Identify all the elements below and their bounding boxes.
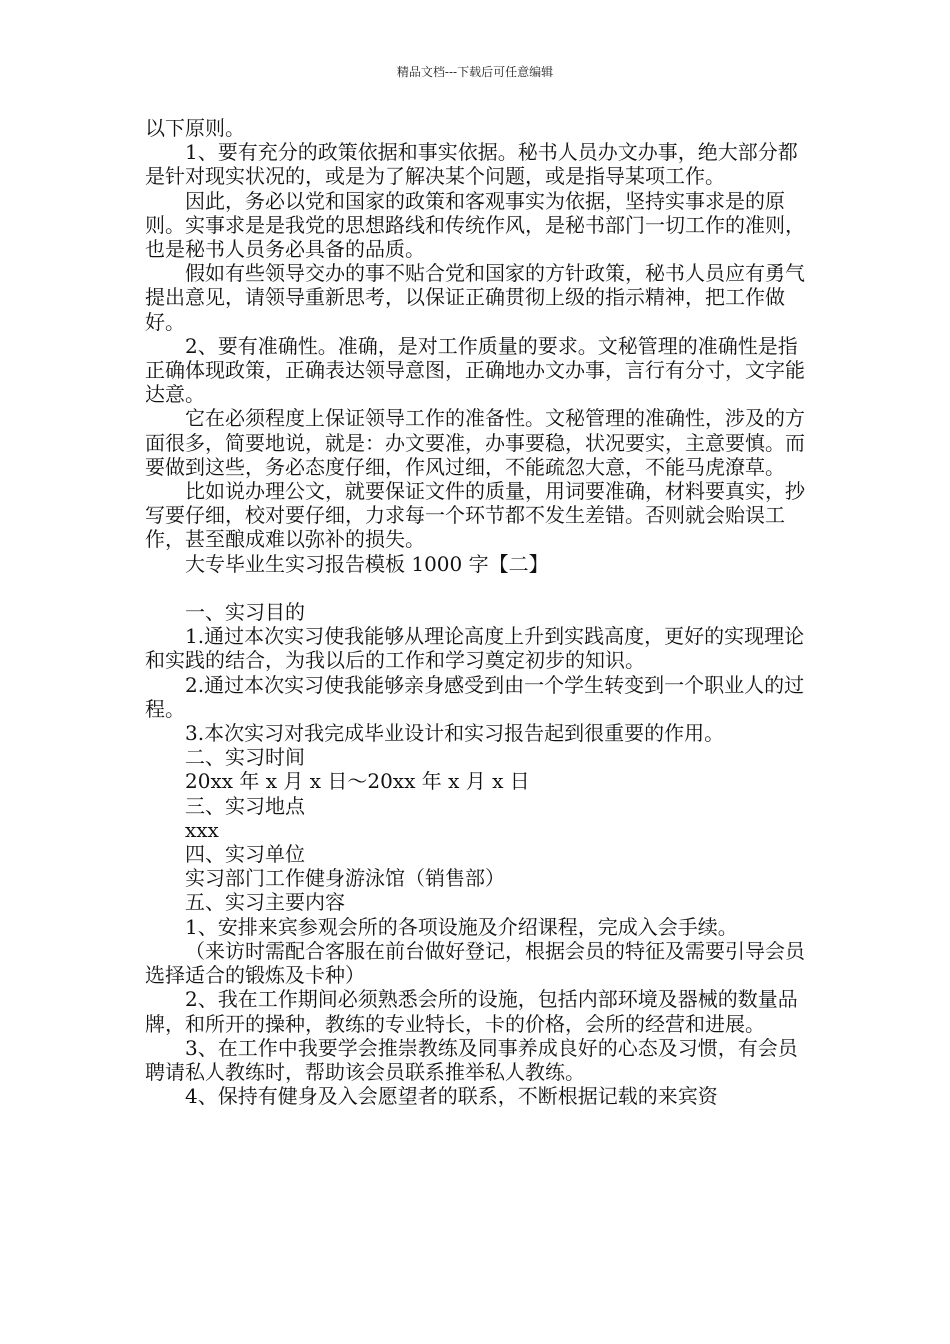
paragraph: 假如有些领导交办的事不贴合党和国家的方针政策，秘书人员应有勇气提出意见，请领导重新思考，以保证正确贯彻上级的指示精神，把工作做好。 [145,261,805,334]
page-header: 精品文档---下载后可任意编辑 [396,65,554,79]
paragraph: 2.通过本次实习使我能够亲身感受到由一个学生转变到一个职业人的过程。 [145,672,805,721]
paragraph: 它在必须程度上保证领导工作的准备性。文秘管理的准确性，涉及的方面很多，简要地说，就是：办文要准，办事要稳，状况要实，主意要慎。而要做到这些，务必态度仔细，作风过细，不能疏忽大意，不能马虎潦草。 [145,406,805,479]
paragraph: 2、要有准确性。准确，是对工作质量的要求。文秘管理的准确性是指正确体现政策，正确表达领导意图，正确地办文办事，言行有分寸，文字能达意。 [145,333,805,407]
paragraph: （来访时需配合客服在前台做好登记，根据会员的特征及需要引导会员选择适合的锻炼及卡种） [145,938,805,988]
document-body [145,116,813,1108]
section-heading: 三、实习地点 [185,793,305,818]
paragraph: 4、保持有健身及入会愿望者的联系，不断根据记载的来宾资 [185,1084,718,1109]
section-heading: 四、实习单位 [185,842,305,867]
paragraph: 2、我在工作期间必须熟悉会所的设施，包括内部环境及器械的数量品牌，和所开的操种，教练的专业特长，卡的价格，会所的经营和进展。 [145,987,798,1036]
paragraph: 以下原则。 [145,116,245,140]
paragraph: 因此，务必以党和国家的政策和客观事实为依据，坚持实事求是的原则。实事求是是我党的思想路线和传统作风，是秘书部门一切工作的准则，也是秘书人员务必具备的品质。 [145,188,805,262]
paragraph: 1、安排来宾参观会所的各项设施及介绍课程，完成入会手续。 [185,914,738,939]
paragraph: 比如说办理公文，就要保证文件的质量，用词要准确，材料要真实，抄写要仔细，校对要仔细，力求每一个环节都不发生差错。否则就会贻误工作，甚至酿成难以弥补的损失。 [145,479,805,552]
blank-line [145,576,813,600]
section-heading: 五、实习主要内容 [185,890,345,915]
section-heading: 一、实习目的 [185,600,305,625]
paragraph: 20xx 年 x 月 x 日～20xx 年 x 月 x 日 [185,769,530,794]
paragraph: 1.通过本次实习使我能够从理论高度上升到实践高度，更好的实现理论和实践的结合，为我以后的工作和学习奠定初步的知识。 [145,624,805,673]
section-heading: 二、实习时间 [185,745,305,770]
paragraph: 3、在工作中我要学会推崇教练及同事养成良好的心态及习惯，有会员聘请私人教练时，帮助该会员联系推举私人教练。 [145,1035,798,1084]
paragraph: 实习部门工作健身游泳馆（销售部） [185,866,505,891]
paragraph: xxx [185,817,219,842]
section-title: 大专毕业生实习报告模板 1000 字【二】 [185,551,549,576]
paragraph: 1、要有充分的政策依据和事实依据。秘书人员办文办事，绝大部分都是针对现实状况的，或是为了解决某个问题，或是指导某项工作。 [145,140,798,189]
paragraph: 3.本次实习对我完成毕业设计和实习报告起到很重要的作用。 [185,721,725,746]
